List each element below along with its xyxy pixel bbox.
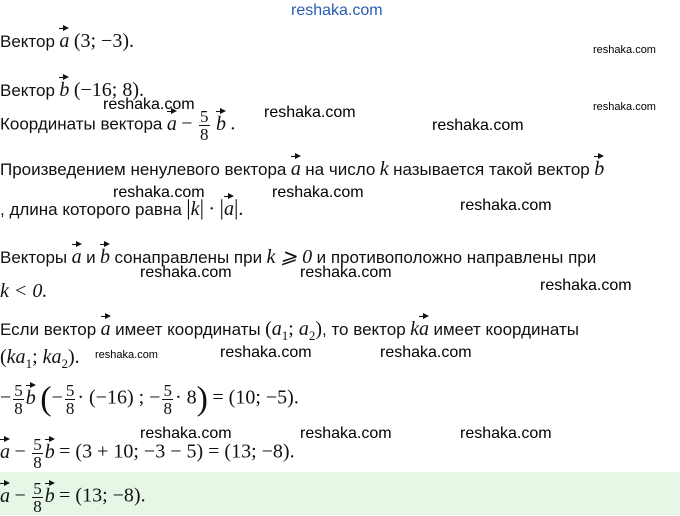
- line-vector-a: [0, 26, 134, 53]
- vector-b: b: [100, 242, 110, 269]
- line-opposite: k < 0.: [0, 280, 48, 302]
- watermark: reshaka.com: [113, 184, 205, 201]
- abs-bar: |: [233, 195, 239, 220]
- vector-a: a: [167, 109, 177, 136]
- fraction: $\frac{5}{8}$: [163, 381, 172, 418]
- vector-a: a: [224, 194, 234, 221]
- line-text: Координаты вектора: [0, 114, 163, 134]
- watermark: reshaka.com: [593, 44, 656, 56]
- watermark: reshaka.com: [272, 184, 364, 201]
- watermark: reshaka.com: [460, 425, 552, 442]
- vector-b: b: [594, 154, 604, 181]
- coords-a: (3; −3).: [73, 30, 134, 52]
- watermark: reshaka.com: [380, 344, 472, 361]
- vector-a: a: [419, 314, 429, 341]
- watermark: reshaka.com: [264, 104, 356, 121]
- abs-bar: |: [186, 195, 191, 220]
- watermark: reshaka.com: [300, 264, 392, 281]
- line-coordinates-k: [0, 346, 80, 372]
- vector-b: b: [26, 383, 36, 410]
- fraction: $\frac{5}{8}$: [200, 107, 209, 144]
- fraction: $\frac{5}{8}$: [14, 381, 23, 418]
- line-length: , длина которого равна |k| · |a|.: [0, 195, 244, 220]
- line-calc-2: a − $\frac{5}{8}$ b = (3 + 10; −3 − 5) = (13; −8).: [0, 435, 295, 472]
- line-text: Вектор: [0, 81, 55, 100]
- fraction: $\frac{5}{8}$: [65, 381, 75, 418]
- site-title[interactable]: reshaka.com: [291, 2, 383, 19]
- watermark: reshaka.com: [140, 425, 232, 442]
- minus-sign: −: [181, 112, 193, 135]
- abs-bar: |: [219, 195, 224, 220]
- vector-b: b: [59, 75, 69, 102]
- vector-a: a: [101, 314, 111, 341]
- watermark: reshaka.com: [220, 344, 312, 361]
- line-definition: Произведением ненулевого вектора a на число k называется такой вектор b: [0, 154, 604, 181]
- line-coordinates: Если вектор a имеет координаты ($a_1$; $a_2$), то вектор ka имеет координаты: [0, 314, 579, 344]
- fraction: $\frac{5}{8}$: [33, 479, 42, 516]
- coords-general: ($a_1$; $a_2$): [265, 318, 323, 343]
- vector-a: a: [72, 242, 82, 269]
- watermark: reshaka.com: [593, 101, 656, 113]
- vector-b: b: [45, 481, 55, 508]
- watermark: reshaka.com: [95, 349, 158, 361]
- abs-bar: |: [199, 195, 204, 220]
- watermark: reshaka.com: [432, 117, 524, 134]
- watermark: reshaka.com: [460, 197, 552, 214]
- coords-b: (−16; 8).: [73, 79, 144, 101]
- vector-a: a: [59, 26, 69, 53]
- watermark: reshaka.com: [103, 96, 195, 113]
- vector-a: a: [291, 154, 301, 181]
- coords-k: ($ka_1$; $ka_2$).: [0, 346, 80, 371]
- line-text: Вектор: [0, 32, 55, 51]
- line-answer: a − $\frac{5}{8}$ b = (13; −8).: [0, 479, 146, 516]
- vector-a: a: [0, 481, 10, 508]
- line-calc-1: − $\frac{5}{8}$ b (− $\frac{5}{8}$ · (−16) ; − $\frac{5}{8}$ · 8) = (10; −5).: [0, 380, 299, 418]
- line-codirected: Векторы a и b сонаправлены при k ⩾ 0 и противоположно направлены при: [0, 242, 596, 269]
- fraction: $\frac{5}{8}$: [33, 435, 42, 472]
- watermark: reshaka.com: [540, 277, 632, 294]
- vector-b: b: [45, 437, 55, 464]
- watermark: reshaka.com: [140, 264, 232, 281]
- line-task: Координаты вектора a − $\frac{5}{8}$ b .: [0, 107, 236, 144]
- vector-a: a: [0, 437, 10, 464]
- vector-b: b: [216, 109, 226, 136]
- watermark: reshaka.com: [300, 425, 392, 442]
